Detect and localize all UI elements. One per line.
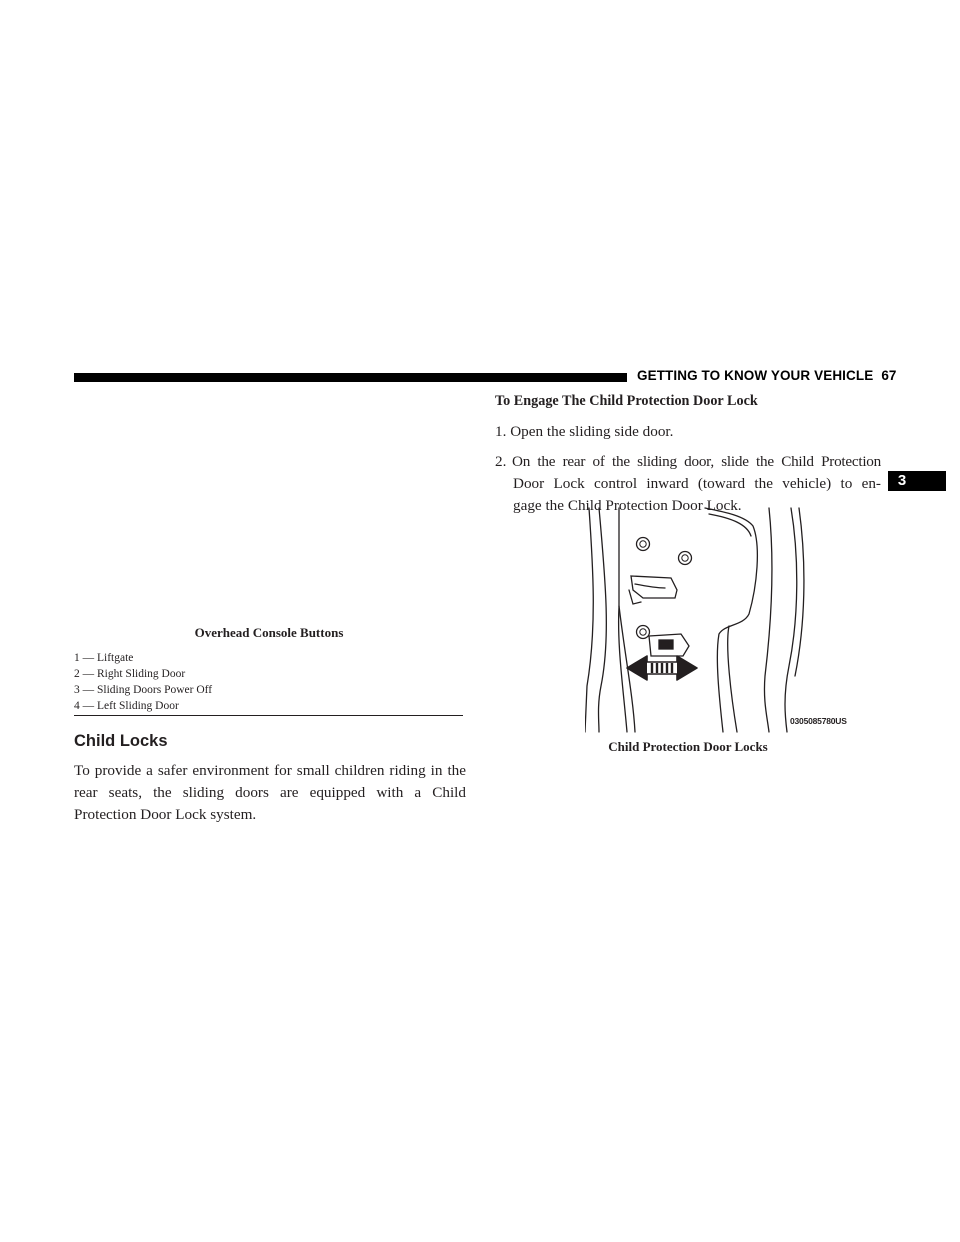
step-2-line: gage the Child Protection Door Lock.	[513, 497, 742, 514]
door-lock-drawing	[585, 506, 817, 734]
step-2-number: 2.	[495, 453, 507, 470]
child-lock-caption: Child Protection Door Locks	[608, 739, 768, 754]
legend-divider	[74, 715, 463, 716]
figure-legend	[74, 650, 212, 714]
overhead-console-caption: Overhead Console Buttons	[194, 625, 344, 640]
legend-item: 4 — Left Sliding Door	[74, 700, 179, 712]
legend-item: 2 — Right Sliding Door	[74, 668, 186, 680]
running-header	[637, 368, 897, 383]
child-locks-paragraph: To provide a safer environment for small children riding in the rear seats, the sliding doors are equipped with a Child Protection Door Lock system.	[74, 762, 466, 823]
step-1: 1. Open the sliding side door.	[495, 423, 674, 440]
header-bar	[74, 373, 627, 382]
figure-code: 0305085780US	[790, 716, 847, 726]
legend-item: 3 — Sliding Doors Power Off	[74, 684, 213, 696]
header-section-title: GETTING TO KNOW YOUR VEHICLE	[637, 368, 874, 383]
section-heading-child-locks: Child Locks	[74, 732, 168, 750]
engage-subheading: To Engage The Child Protection Door Lock	[495, 393, 758, 409]
legend-item: 1 — Liftgate	[74, 652, 134, 664]
child-lock-illustration	[585, 506, 817, 734]
chapter-number: 3	[897, 472, 907, 489]
step-2-line: On the rear of the sliding door, slide the Child Protection	[512, 453, 881, 470]
step-2-line: Door Lock control inward (toward the vehicle) to en-	[513, 475, 881, 492]
page-number: 67	[881, 368, 897, 383]
chapter-tab	[888, 471, 946, 491]
